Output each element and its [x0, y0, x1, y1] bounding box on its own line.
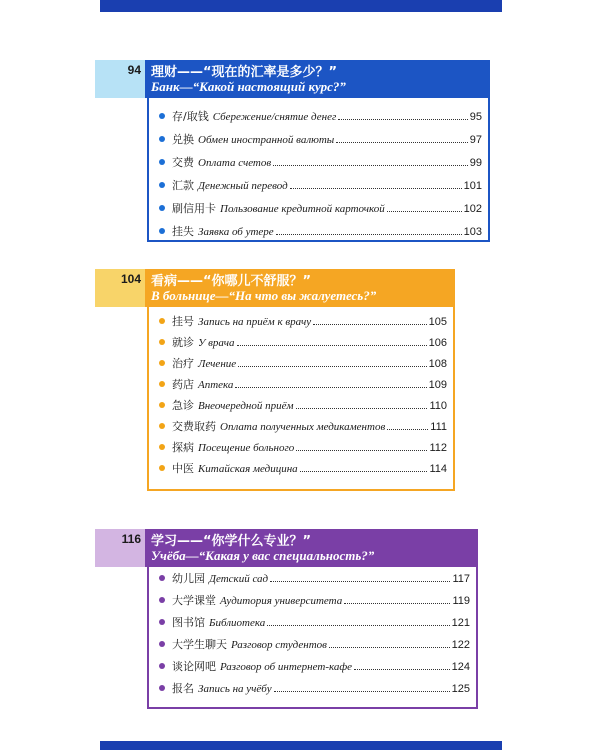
entry-chinese: 幼儿园 [172, 572, 205, 585]
dot-leader [274, 691, 450, 692]
entry-chinese: 交费 [172, 156, 194, 169]
entry-russian: Сбережение/снятие денег [212, 111, 337, 123]
entry-chinese: 中医 [172, 462, 194, 475]
entry-russian: Пользование кредитной карточкой [220, 203, 385, 215]
entry-russian: Заявка об утере [198, 226, 274, 238]
dot-leader [387, 429, 428, 430]
entry-russian: У врача [198, 337, 235, 349]
section-hospital [95, 269, 455, 491]
entry-russian: Посещение больного [198, 442, 295, 454]
entry-russian: Разговор об интернет-кафе [220, 661, 353, 673]
entry-page: 110 [429, 400, 447, 412]
entry-page: 103 [463, 226, 482, 238]
dot-leader [313, 324, 427, 325]
dot-leader [344, 603, 450, 604]
bullet-icon [159, 381, 165, 387]
entry-russian: Запись на приём к врачу [198, 316, 312, 328]
bullet-icon [159, 402, 165, 408]
entry-page: 101 [463, 180, 482, 192]
top-color-bar [100, 0, 502, 12]
entry-page: 97 [469, 134, 482, 146]
bullet-icon [159, 641, 165, 647]
bullet-icon [159, 228, 165, 234]
entry-page: 117 [452, 573, 470, 585]
entry-chinese: 急诊 [172, 399, 194, 412]
bullet-icon [159, 663, 165, 669]
dot-leader [338, 119, 467, 120]
entry-page: 111 [430, 421, 447, 433]
dot-leader [329, 647, 450, 648]
bullet-icon [159, 575, 165, 581]
section-page-number: 116 [95, 529, 145, 567]
entry-page: 105 [428, 316, 447, 328]
bullet-icon [159, 159, 165, 165]
toc-entry[interactable] [159, 570, 470, 588]
toc-entry[interactable] [159, 636, 470, 654]
toc-entry[interactable] [159, 200, 482, 218]
entry-chinese: 探病 [172, 441, 194, 454]
toc-entry[interactable] [159, 108, 482, 126]
bullet-icon [159, 360, 165, 366]
entry-chinese: 就诊 [172, 336, 194, 349]
entry-chinese: 大学生聊天 [172, 638, 227, 651]
entry-page: 95 [469, 111, 482, 123]
section-body [147, 567, 478, 709]
entry-russian: Запись на учёбу [198, 683, 272, 695]
entry-chinese: 兑换 [172, 133, 194, 146]
dot-leader [235, 387, 426, 388]
entry-russian: Денежный перевод [198, 180, 288, 192]
toc-entry[interactable] [159, 614, 470, 632]
toc-entry[interactable] [159, 397, 447, 415]
bullet-icon [159, 619, 165, 625]
entry-page: 99 [469, 157, 482, 169]
entry-russian: Аптека [198, 379, 234, 391]
dot-leader [336, 142, 467, 143]
dot-leader [387, 211, 462, 212]
entry-page: 108 [428, 358, 447, 370]
entry-chinese: 交费取药 [172, 420, 216, 433]
entry-page: 106 [428, 337, 447, 349]
toc-entry[interactable] [159, 658, 470, 676]
section-header [95, 269, 455, 307]
entry-page: 124 [451, 661, 470, 673]
entry-russian: Оплата полученных медикаментов [220, 421, 386, 433]
bullet-icon [159, 205, 165, 211]
toc-entry[interactable] [159, 154, 482, 172]
section-title-russian: В больнице—“На что вы жалуетесь?” [151, 288, 377, 303]
section-page-number: 104 [95, 269, 145, 307]
bullet-icon [159, 685, 165, 691]
entry-page: 109 [428, 379, 447, 391]
bullet-icon [159, 423, 165, 429]
entry-chinese: 治疗 [172, 357, 194, 370]
entry-russian: Обмен иностранной валюты [198, 134, 335, 146]
section-title-chinese: 理财——“现在的汇率是多少？” [151, 65, 338, 80]
entry-page: 114 [429, 463, 447, 475]
entry-chinese: 报名 [172, 682, 194, 695]
entry-page: 125 [451, 683, 470, 695]
toc-entry[interactable] [159, 592, 470, 610]
entry-chinese: 图书馆 [172, 616, 205, 629]
section-header [95, 529, 478, 567]
entry-russian: Лечение [198, 358, 237, 370]
bullet-icon [159, 597, 165, 603]
entry-russian: Библиотека [209, 617, 266, 629]
entry-chinese: 刷信用卡 [172, 202, 216, 215]
entry-chinese: 存/取钱 [172, 110, 209, 123]
dot-leader [354, 669, 450, 670]
section-title-russian: Банк—“Какой настоящий курс?” [151, 79, 346, 94]
toc-entry[interactable] [159, 313, 447, 331]
dot-leader [276, 234, 462, 235]
bullet-icon [159, 444, 165, 450]
bullet-icon [159, 339, 165, 345]
section-page-number: 94 [95, 60, 145, 98]
bullet-icon [159, 136, 165, 142]
dot-leader [237, 345, 427, 346]
section-finance [95, 60, 490, 242]
toc-entry[interactable] [159, 460, 447, 478]
entry-chinese: 大学课堂 [172, 594, 216, 607]
bullet-icon [159, 318, 165, 324]
dot-leader [296, 408, 428, 409]
section-title-chinese: 看病——“你哪儿不舒服？” [151, 274, 312, 289]
toc-entry[interactable] [159, 355, 447, 373]
entry-russian: Детский сад [209, 573, 269, 585]
bullet-icon [159, 465, 165, 471]
toc-entry[interactable] [159, 131, 482, 149]
toc-entry[interactable] [159, 418, 447, 436]
entry-page: 102 [463, 203, 482, 215]
entry-chinese: 挂号 [172, 315, 194, 328]
entry-chinese: 谈论网吧 [172, 660, 216, 673]
entry-russian: Аудитория университета [220, 595, 343, 607]
entry-page: 121 [451, 617, 470, 629]
section-body [147, 98, 490, 242]
toc-entry[interactable] [159, 680, 470, 698]
toc-entry[interactable] [159, 439, 447, 457]
entry-page: 122 [451, 639, 470, 651]
dot-leader [300, 471, 428, 472]
entry-russian: Китайская медицина [198, 463, 298, 475]
entry-russian: Внеочередной приём [198, 400, 294, 412]
section-study [95, 529, 478, 709]
toc-entry[interactable] [159, 334, 447, 352]
dot-leader [296, 450, 427, 451]
section-title-chinese: 学习——“你学什么专业？” [151, 534, 312, 549]
dot-leader [273, 165, 468, 166]
entry-russian: Разговор студентов [231, 639, 327, 651]
section-title-russian: Учёба—“Какая у вас специальность?” [151, 548, 375, 563]
entry-russian: Оплата счетов [198, 157, 272, 169]
dot-leader [290, 188, 462, 189]
section-body [147, 307, 455, 491]
bullet-icon [159, 182, 165, 188]
section-header [95, 60, 490, 98]
entry-page: 112 [429, 442, 447, 454]
entry-page: 119 [452, 595, 470, 607]
entry-chinese: 药店 [172, 378, 194, 391]
toc-entry[interactable] [159, 376, 447, 394]
toc-entry[interactable] [159, 223, 482, 241]
entry-chinese: 挂失 [172, 225, 194, 238]
dot-leader [270, 581, 450, 582]
dot-leader [267, 625, 449, 626]
entry-chinese: 汇款 [172, 179, 194, 192]
bottom-color-bar [100, 741, 502, 750]
dot-leader [238, 366, 426, 367]
bullet-icon [159, 113, 165, 119]
toc-entry[interactable] [159, 177, 482, 195]
